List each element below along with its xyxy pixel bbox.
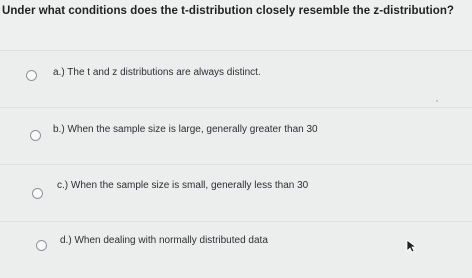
answer-option-b[interactable] (0, 108, 472, 164)
option-text: When the sample size is large, generally greater than 30 (67, 124, 318, 135)
option-label[interactable] (53, 124, 318, 135)
answer-option-c[interactable] (0, 165, 472, 221)
mouse-pointer-icon (406, 239, 418, 253)
answer-option-a[interactable] (0, 51, 472, 107)
option-text: When the sample size is small, generally less than 30 (70, 180, 309, 191)
answer-option-d[interactable] (0, 222, 472, 278)
question-text: Under what conditions does the t-distribution closely resemble the z-distribution? (2, 5, 454, 17)
option-text: When dealing with normally distributed data (74, 235, 268, 246)
option-letter: a.) (53, 67, 65, 78)
option-text: The t and z distributions are always distinct. (67, 67, 261, 78)
radio-button-icon[interactable] (36, 240, 47, 251)
radio-button-icon[interactable] (30, 130, 41, 141)
option-label[interactable] (60, 235, 268, 246)
screen-speck (436, 100, 438, 102)
radio-button-icon[interactable] (32, 188, 43, 199)
option-letter: c.) (57, 180, 69, 191)
option-label[interactable] (53, 67, 261, 78)
option-label[interactable] (57, 180, 308, 191)
radio-button-icon[interactable] (26, 70, 37, 81)
option-letter: d.) (60, 235, 72, 246)
option-letter: b.) (53, 124, 65, 135)
